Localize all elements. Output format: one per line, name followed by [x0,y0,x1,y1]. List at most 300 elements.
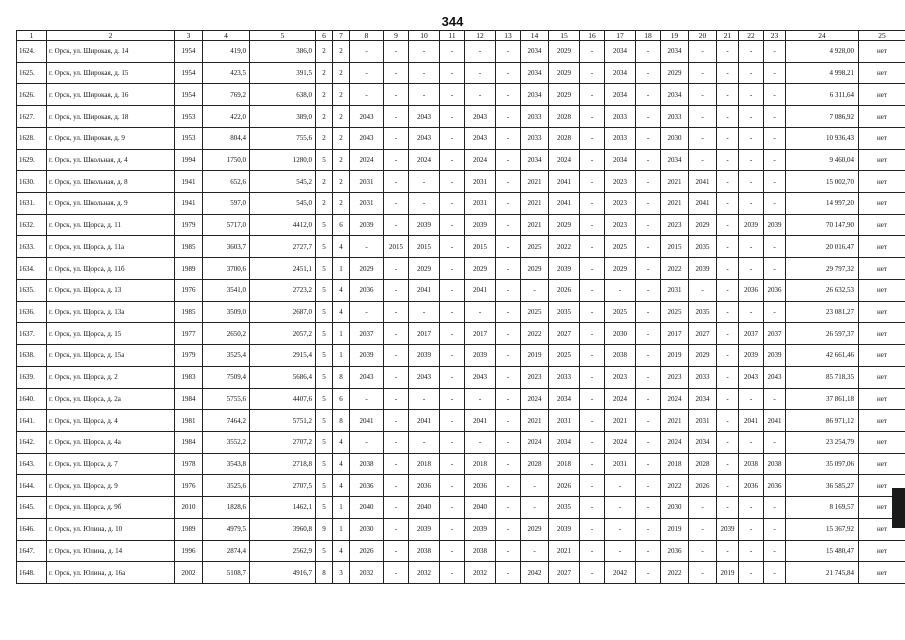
table-cell: 5717,0 [203,214,250,236]
table-cell: - [764,301,786,323]
table-cell: нет [859,345,905,367]
table-cell: - [440,497,465,519]
table-cell: 2019 [661,345,689,367]
table-cell: 2 [333,41,350,63]
table-cell: 2029 [549,84,580,106]
table-cell: - [636,193,661,215]
table-cell: 2027 [549,562,580,584]
table-cell: 2031 [350,171,384,193]
table-cell: - [689,518,717,540]
table-cell: нет [859,301,905,323]
table-cell: 5755,6 [203,388,250,410]
table-cell: 2023 [661,214,689,236]
table-cell: 2029 [465,258,496,280]
table-cell: - [717,41,739,63]
table-cell: - [409,84,440,106]
table-cell: - [496,127,521,149]
table-cell: - [636,366,661,388]
table-cell: 2026 [549,279,580,301]
table-cell: 2029 [661,62,689,84]
table-cell: 4979,5 [203,518,250,540]
table-cell: - [580,518,605,540]
table-cell: 2029 [409,258,440,280]
table-cell: 1648. [17,562,47,584]
table-cell: 2021 [521,193,549,215]
table-cell: 5 [316,323,333,345]
table-cell: - [636,214,661,236]
table-cell: - [496,562,521,584]
table-cell: 2029 [350,258,384,280]
table-cell: 4 [333,301,350,323]
table-cell: 2021 [521,214,549,236]
table-cell: г. Орск, ул. Щорса, д. 4а [47,431,175,453]
table-cell: 2027 [689,323,717,345]
table-cell: - [580,366,605,388]
table-cell: - [580,431,605,453]
table-cell: 6 311,64 [786,84,859,106]
table-cell: - [496,388,521,410]
table-cell: 2032 [465,562,496,584]
table-cell: 2030 [605,323,636,345]
table-cell: 2021 [661,193,689,215]
table-cell: 1641. [17,410,47,432]
table-cell: - [689,279,717,301]
table-cell: 422,0 [203,106,250,128]
table-cell: - [384,279,409,301]
table-cell: 1953 [175,106,203,128]
table-cell: 2036 [764,279,786,301]
table-cell: 2043 [409,366,440,388]
table-cell: г. Орск, ул. Щорса, д. 13 [47,279,175,301]
column-header: 3 [175,31,203,41]
table-cell: 1977 [175,323,203,345]
table-cell: - [764,497,786,519]
table-cell: - [440,127,465,149]
table-cell: 2035 [549,301,580,323]
table-cell: - [580,236,605,258]
table-cell: 2036 [350,475,384,497]
header-row [17,31,905,41]
table-cell: - [739,193,764,215]
table-cell: - [465,41,496,63]
table-cell: - [465,62,496,84]
table-cell: - [739,388,764,410]
table-cell: 2030 [661,497,689,519]
column-header: 1 [17,31,47,41]
table-cell: 2034 [549,388,580,410]
table-cell: - [717,171,739,193]
table-cell: - [764,540,786,562]
table-row [17,193,905,215]
table-cell: 5 [316,497,333,519]
table-cell: 2038 [739,453,764,475]
table-cell: 1646. [17,518,47,540]
column-header: 24 [786,31,859,41]
table-cell: 2025 [605,301,636,323]
table-cell: - [764,258,786,280]
table-cell: 2024 [521,431,549,453]
table-cell: 2028 [521,453,549,475]
table-cell: - [764,41,786,63]
table-cell: - [605,540,636,562]
table-cell: 4 [333,540,350,562]
table-cell: - [580,388,605,410]
table-cell: 2023 [605,193,636,215]
table-cell: 769,2 [203,84,250,106]
table-cell: 2025 [549,345,580,367]
table-cell: 3 [333,562,350,584]
table-cell: г. Орск, ул. Широкая, д. 18 [47,106,175,128]
table-cell: 1635. [17,279,47,301]
table-row [17,540,905,562]
table-cell: 1976 [175,279,203,301]
table-cell: 4916,7 [250,562,316,584]
table-row [17,431,905,453]
table-cell: - [636,323,661,345]
table-cell: - [384,410,409,432]
table-cell: - [764,518,786,540]
table-cell: - [636,562,661,584]
table-cell: - [636,540,661,562]
table-cell: 1979 [175,214,203,236]
table-cell: 4 998,21 [786,62,859,84]
table-cell: - [409,62,440,84]
table-cell: - [689,41,717,63]
table-cell: 1638. [17,345,47,367]
table-cell: - [496,149,521,171]
table-cell: - [580,127,605,149]
table-cell: - [636,106,661,128]
table-cell: 2026 [549,475,580,497]
table-cell: 2025 [521,301,549,323]
table-cell: г. Орск, ул. Школьная, д. 4 [47,149,175,171]
table-cell: 1989 [175,258,203,280]
table-cell: 2034 [605,84,636,106]
table-cell: - [636,171,661,193]
table-cell: 1954 [175,41,203,63]
table-cell: 2021 [521,410,549,432]
table-cell: 2041 [549,171,580,193]
table-cell: 2023 [661,366,689,388]
table-cell: - [636,518,661,540]
table-cell: г. Орск, ул. Широкая, д. 14 [47,41,175,63]
table-cell: 3552,2 [203,431,250,453]
column-header: 13 [496,31,521,41]
table-cell: г. Орск, ул. Юлина, д. 16а [47,562,175,584]
table-cell: - [496,106,521,128]
table-cell: 2030 [350,518,384,540]
table-cell: - [636,258,661,280]
table-cell: - [689,149,717,171]
table-cell: - [496,540,521,562]
table-cell: - [636,388,661,410]
table-cell: 1941 [175,171,203,193]
table-cell: 2 [316,84,333,106]
table-cell: - [636,84,661,106]
table-cell: - [605,279,636,301]
table-cell: 1976 [175,475,203,497]
table-cell: - [717,258,739,280]
table-cell: - [717,149,739,171]
table-cell: 2038 [350,453,384,475]
table-cell: 2034 [521,41,549,63]
table-row [17,41,905,63]
table-cell: 2034 [605,149,636,171]
table-cell: 2025 [661,301,689,323]
table-cell: 1954 [175,84,203,106]
table-cell: 2038 [465,540,496,562]
table-cell: 2874,4 [203,540,250,562]
table-cell: - [580,497,605,519]
table-cell: 2043 [739,366,764,388]
table-cell: - [384,345,409,367]
column-header: 17 [605,31,636,41]
table-cell: 2030 [661,127,689,149]
table-cell: - [717,323,739,345]
table-cell: 2029 [689,214,717,236]
column-header: 21 [717,31,739,41]
table-cell: 2043 [350,366,384,388]
table-cell: 1628. [17,127,47,149]
table-row [17,214,905,236]
table-cell: 2021 [661,171,689,193]
table-cell: г. Орск, ул. Щорса, д. 11 [47,214,175,236]
table-cell: - [384,106,409,128]
table-cell: 1994 [175,149,203,171]
table-cell: нет [859,214,905,236]
table-cell: - [350,431,384,453]
table-cell: - [580,540,605,562]
table-cell: 5 [316,366,333,388]
table-cell: 2021 [661,410,689,432]
table-cell: - [496,345,521,367]
table-cell: - [717,301,739,323]
table-cell: - [409,193,440,215]
table-cell: 2022 [661,475,689,497]
table-cell: 2018 [549,453,580,475]
table-cell: 6 [333,214,350,236]
table-cell: 2029 [549,41,580,63]
table-cell: - [717,106,739,128]
table-cell: 70 147,90 [786,214,859,236]
table-cell: 2022 [661,562,689,584]
table-cell: - [580,475,605,497]
table-row [17,410,905,432]
column-header: 9 [384,31,409,41]
table-cell: - [636,453,661,475]
table-cell: - [384,258,409,280]
table-cell: - [764,431,786,453]
table-row [17,236,905,258]
table-cell: г. Орск, ул. Щорса, д. 11а [47,236,175,258]
table-cell: 2018 [661,453,689,475]
table-cell: 2043 [465,366,496,388]
table-cell: - [496,518,521,540]
table-cell: 2033 [689,366,717,388]
table-cell: - [409,431,440,453]
table-cell: - [440,106,465,128]
table-row [17,258,905,280]
table-cell: - [384,518,409,540]
table-cell: - [440,41,465,63]
table-cell: 2039 [465,345,496,367]
table-cell: - [496,214,521,236]
table-cell: 2041 [764,410,786,432]
table-cell: 2 [333,62,350,84]
table-row [17,171,905,193]
table-cell: 23 254,79 [786,431,859,453]
table-cell: 2015 [465,236,496,258]
table-cell: 2 [316,62,333,84]
table-cell: 1625. [17,62,47,84]
table-cell: нет [859,453,905,475]
table-cell: 1624. [17,41,47,63]
table-cell: 4 [333,475,350,497]
table-cell: 2034 [689,431,717,453]
table-cell: 5108,7 [203,562,250,584]
table-cell: - [764,171,786,193]
table-cell: г. Орск, ул. Широкая, д. 16 [47,84,175,106]
table-row [17,345,905,367]
table-cell: - [580,345,605,367]
table-cell: 2707,2 [250,431,316,453]
table-cell: - [717,214,739,236]
table-cell: 1750,0 [203,149,250,171]
table-cell: - [440,345,465,367]
table-cell: 3525,4 [203,345,250,367]
table-cell: 2039 [717,518,739,540]
table-cell: 391,5 [250,62,316,84]
table-cell: г. Орск, ул. Широкая, д. 9 [47,127,175,149]
table-cell: 2 [316,127,333,149]
table-cell: - [409,171,440,193]
table-cell: - [717,453,739,475]
table-cell: - [739,431,764,453]
table-cell: - [496,236,521,258]
table-cell: - [384,171,409,193]
table-cell: 1640. [17,388,47,410]
table-cell: 2 [333,171,350,193]
table-cell: 3541,0 [203,279,250,301]
table-cell: - [384,41,409,63]
table-cell: 2043 [350,106,384,128]
table-cell: г. Орск, ул. Юлина, д. 14 [47,540,175,562]
table-cell: 2035 [689,301,717,323]
table-cell: нет [859,193,905,215]
table-cell: г. Орск, ул. Щорса, д. 9б [47,497,175,519]
table-cell: - [350,84,384,106]
table-cell: 5 [316,410,333,432]
table-cell: 2041 [409,410,440,432]
table-cell: - [717,236,739,258]
table-cell: - [636,345,661,367]
table-cell: - [717,366,739,388]
table-cell: 2034 [661,41,689,63]
table-cell: 2041 [689,193,717,215]
table-cell: 9 [316,518,333,540]
table-cell: 1983 [175,366,203,388]
table-cell: 2033 [605,106,636,128]
table-cell: нет [859,562,905,584]
table-cell: 2024 [661,388,689,410]
table-cell: 2037 [350,323,384,345]
table-cell: 8 [316,562,333,584]
table-cell: 2041 [409,279,440,301]
table-cell: 2022 [521,323,549,345]
table-cell: 2 [333,84,350,106]
table-cell: - [739,301,764,323]
table-cell: - [384,540,409,562]
table-cell: - [440,453,465,475]
table-cell: - [764,388,786,410]
table-cell: 2017 [409,323,440,345]
table-cell: 2028 [549,106,580,128]
table-cell: 1636. [17,301,47,323]
table-cell: 1629. [17,149,47,171]
table-cell: - [440,388,465,410]
table-cell: - [739,106,764,128]
table-cell: 2036 [764,475,786,497]
table-cell: - [739,149,764,171]
table-cell: - [580,193,605,215]
table-cell: 2034 [605,41,636,63]
table-cell: 2031 [465,193,496,215]
table-cell: 5 [316,453,333,475]
table-cell: 2039 [739,345,764,367]
table-cell: 5751,2 [250,410,316,432]
table-cell: г. Орск, ул. Щорса, д. 2а [47,388,175,410]
table-cell: 2040 [409,497,440,519]
table-cell: 2029 [549,62,580,84]
table-cell: 2033 [549,366,580,388]
table-cell: нет [859,171,905,193]
table-cell: - [580,84,605,106]
table-cell: 5 [316,301,333,323]
table-cell: 419,0 [203,41,250,63]
table-cell: - [764,149,786,171]
column-header: 8 [350,31,384,41]
table-cell: 4 928,00 [786,41,859,63]
table-cell: - [636,236,661,258]
table-cell: 2024 [549,149,580,171]
table-cell: 2031 [549,410,580,432]
table-cell: - [636,149,661,171]
table-cell: 3700,6 [203,258,250,280]
table-cell: - [739,62,764,84]
table-cell: 2043 [465,127,496,149]
table-cell: 20 016,47 [786,236,859,258]
table-cell: 2 [333,106,350,128]
table-cell: - [580,258,605,280]
table-cell: - [605,497,636,519]
table-cell: 8 169,57 [786,497,859,519]
table-cell: 7 086,92 [786,106,859,128]
table-cell: - [465,431,496,453]
table-cell: 2034 [605,62,636,84]
table-cell: - [496,258,521,280]
table-cell: - [440,236,465,258]
table-cell: 423,5 [203,62,250,84]
table-cell: 2029 [689,345,717,367]
table-cell: - [440,562,465,584]
table-cell: - [605,518,636,540]
table-cell: - [440,301,465,323]
table-cell: 2018 [409,453,440,475]
table-cell: - [409,388,440,410]
table-cell: 2040 [465,497,496,519]
table-cell: 2026 [350,540,384,562]
table-cell: 2029 [605,258,636,280]
